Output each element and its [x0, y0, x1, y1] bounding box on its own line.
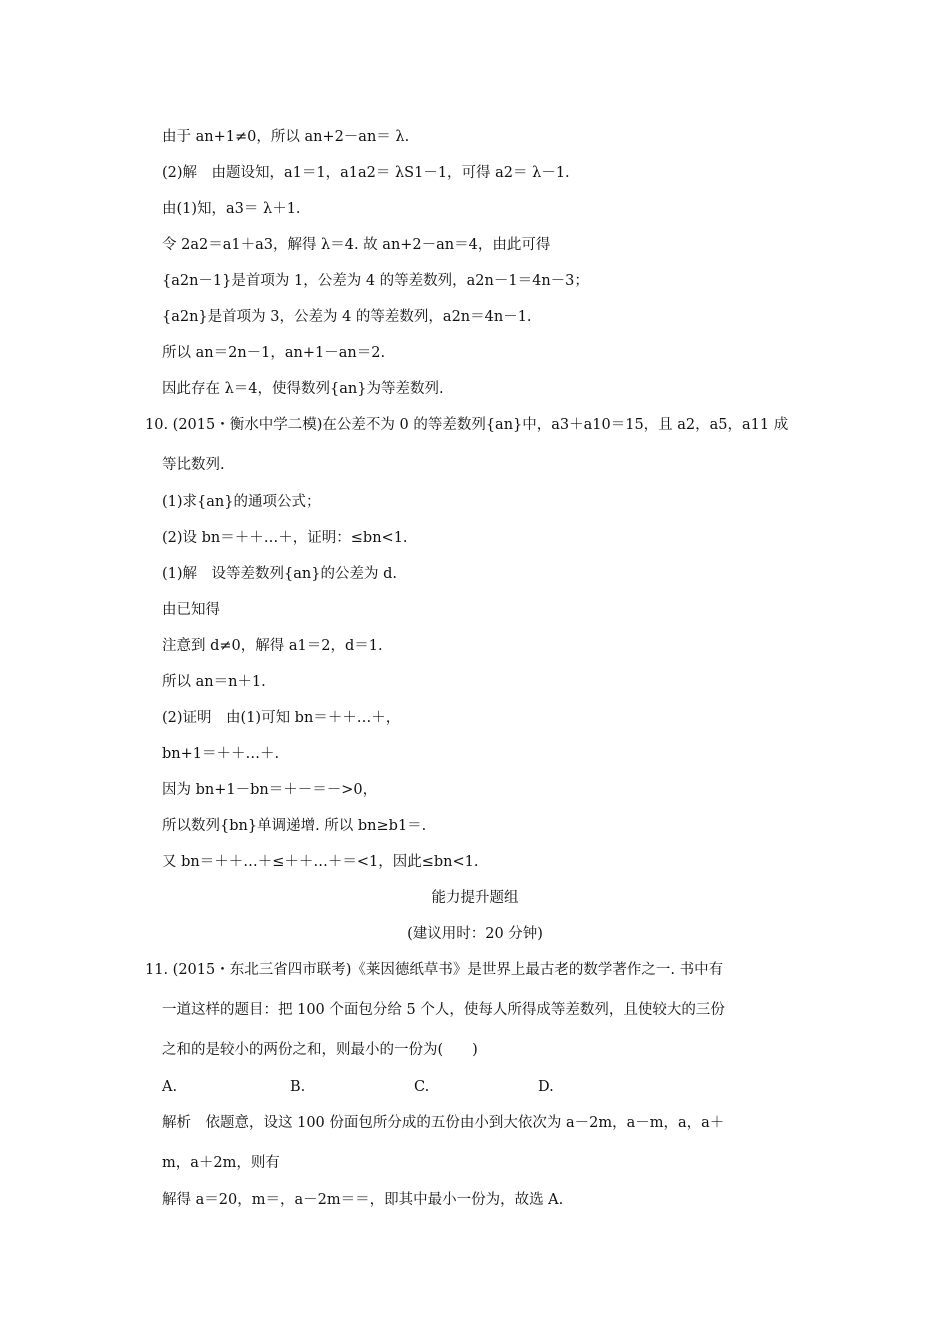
text-line: 因此存在 λ＝4，使得数列{an}为等差数列.	[162, 381, 444, 397]
text-line: 又 bn＝＋＋…＋≤＋＋…＋＝<1，因此≤bn<1.	[162, 854, 479, 870]
option-b: B.	[290, 1079, 306, 1095]
text-line: 解得 a＝20，m＝，a－2m＝＝，即其中最小一份为，故选 A.	[162, 1192, 564, 1208]
section-title: 能力提升题组	[431, 890, 519, 906]
text-line: (1)解 设等差数列{an}的公差为 d.	[162, 566, 397, 582]
text-line: 注意到 d≠0，解得 a1＝2，d＝1.	[162, 638, 383, 654]
problem-11-heading: 11. (2015・东北三省四市联考)《莱因德纸草书》是世界上最古老的数学著作之一. 书中有	[145, 962, 724, 978]
text-line: 所以 an＝n＋1.	[162, 674, 266, 690]
text-line: 之和的是较小的两份之和，则最小的一份为( )	[162, 1042, 478, 1058]
answer-options	[162, 1077, 554, 1097]
text-line: {a2n}是首项为 3，公差为 4 的等差数列，a2n＝4n－1.	[162, 309, 532, 325]
text-line: 因为 bn+1－bn＝＋－＝－>0，	[162, 782, 378, 798]
text-line: (2)解 由题设知，a1＝1，a1a2＝ λS1－1，可得 a2＝ λ－1.	[162, 165, 570, 181]
text-line: 所以 an＝2n－1，an+1－an＝2.	[162, 345, 386, 361]
text-line: 令 2a2＝a1＋a3，解得 λ＝4. 故 an+2－an＝4，由此可得	[162, 237, 551, 253]
text-line: (2)设 bn＝＋＋…＋，证明：≤bn<1.	[162, 530, 408, 546]
text-line: 一道这样的题目：把 100 个面包分给 5 个人，使每人所得成等差数列，且使较大的三份	[162, 1002, 725, 1018]
text-line: 等比数列.	[162, 457, 225, 473]
option-c: C.	[414, 1079, 430, 1095]
text-line: (2)证明 由(1)可知 bn＝＋＋…＋，	[162, 710, 401, 726]
text-line: 由已知得	[162, 602, 220, 618]
text-line: 由于 an+1≠0，所以 an+2－an＝ λ.	[162, 129, 410, 145]
section-subtitle: (建议用时：20 分钟)	[407, 926, 543, 942]
text-line: 由(1)知，a3＝ λ＋1.	[162, 201, 301, 217]
option-a: A.	[162, 1079, 178, 1095]
text-line: 所以数列{bn}单调递增. 所以 bn≥b1＝.	[162, 818, 427, 834]
text-line: bn+1＝＋＋…＋.	[162, 746, 280, 762]
option-d: D.	[538, 1079, 554, 1095]
text-line: (1)求{an}的通项公式；	[162, 494, 321, 510]
text-line: 解析 依题意，设这 100 份面包所分成的五份由小到大依次为 a－2m，a－m，a，a＋	[162, 1115, 725, 1131]
text-line: m，a＋2m，则有	[162, 1155, 280, 1171]
text-line: {a2n－1}是首项为 1，公差为 4 的等差数列，a2n－1＝4n－3；	[162, 273, 589, 289]
problem-10-heading: 10. (2015・衡水中学二模)在公差不为 0 的等差数列{an}中，a3＋a10＝15，且 a2，a5，a11 成	[145, 417, 789, 433]
